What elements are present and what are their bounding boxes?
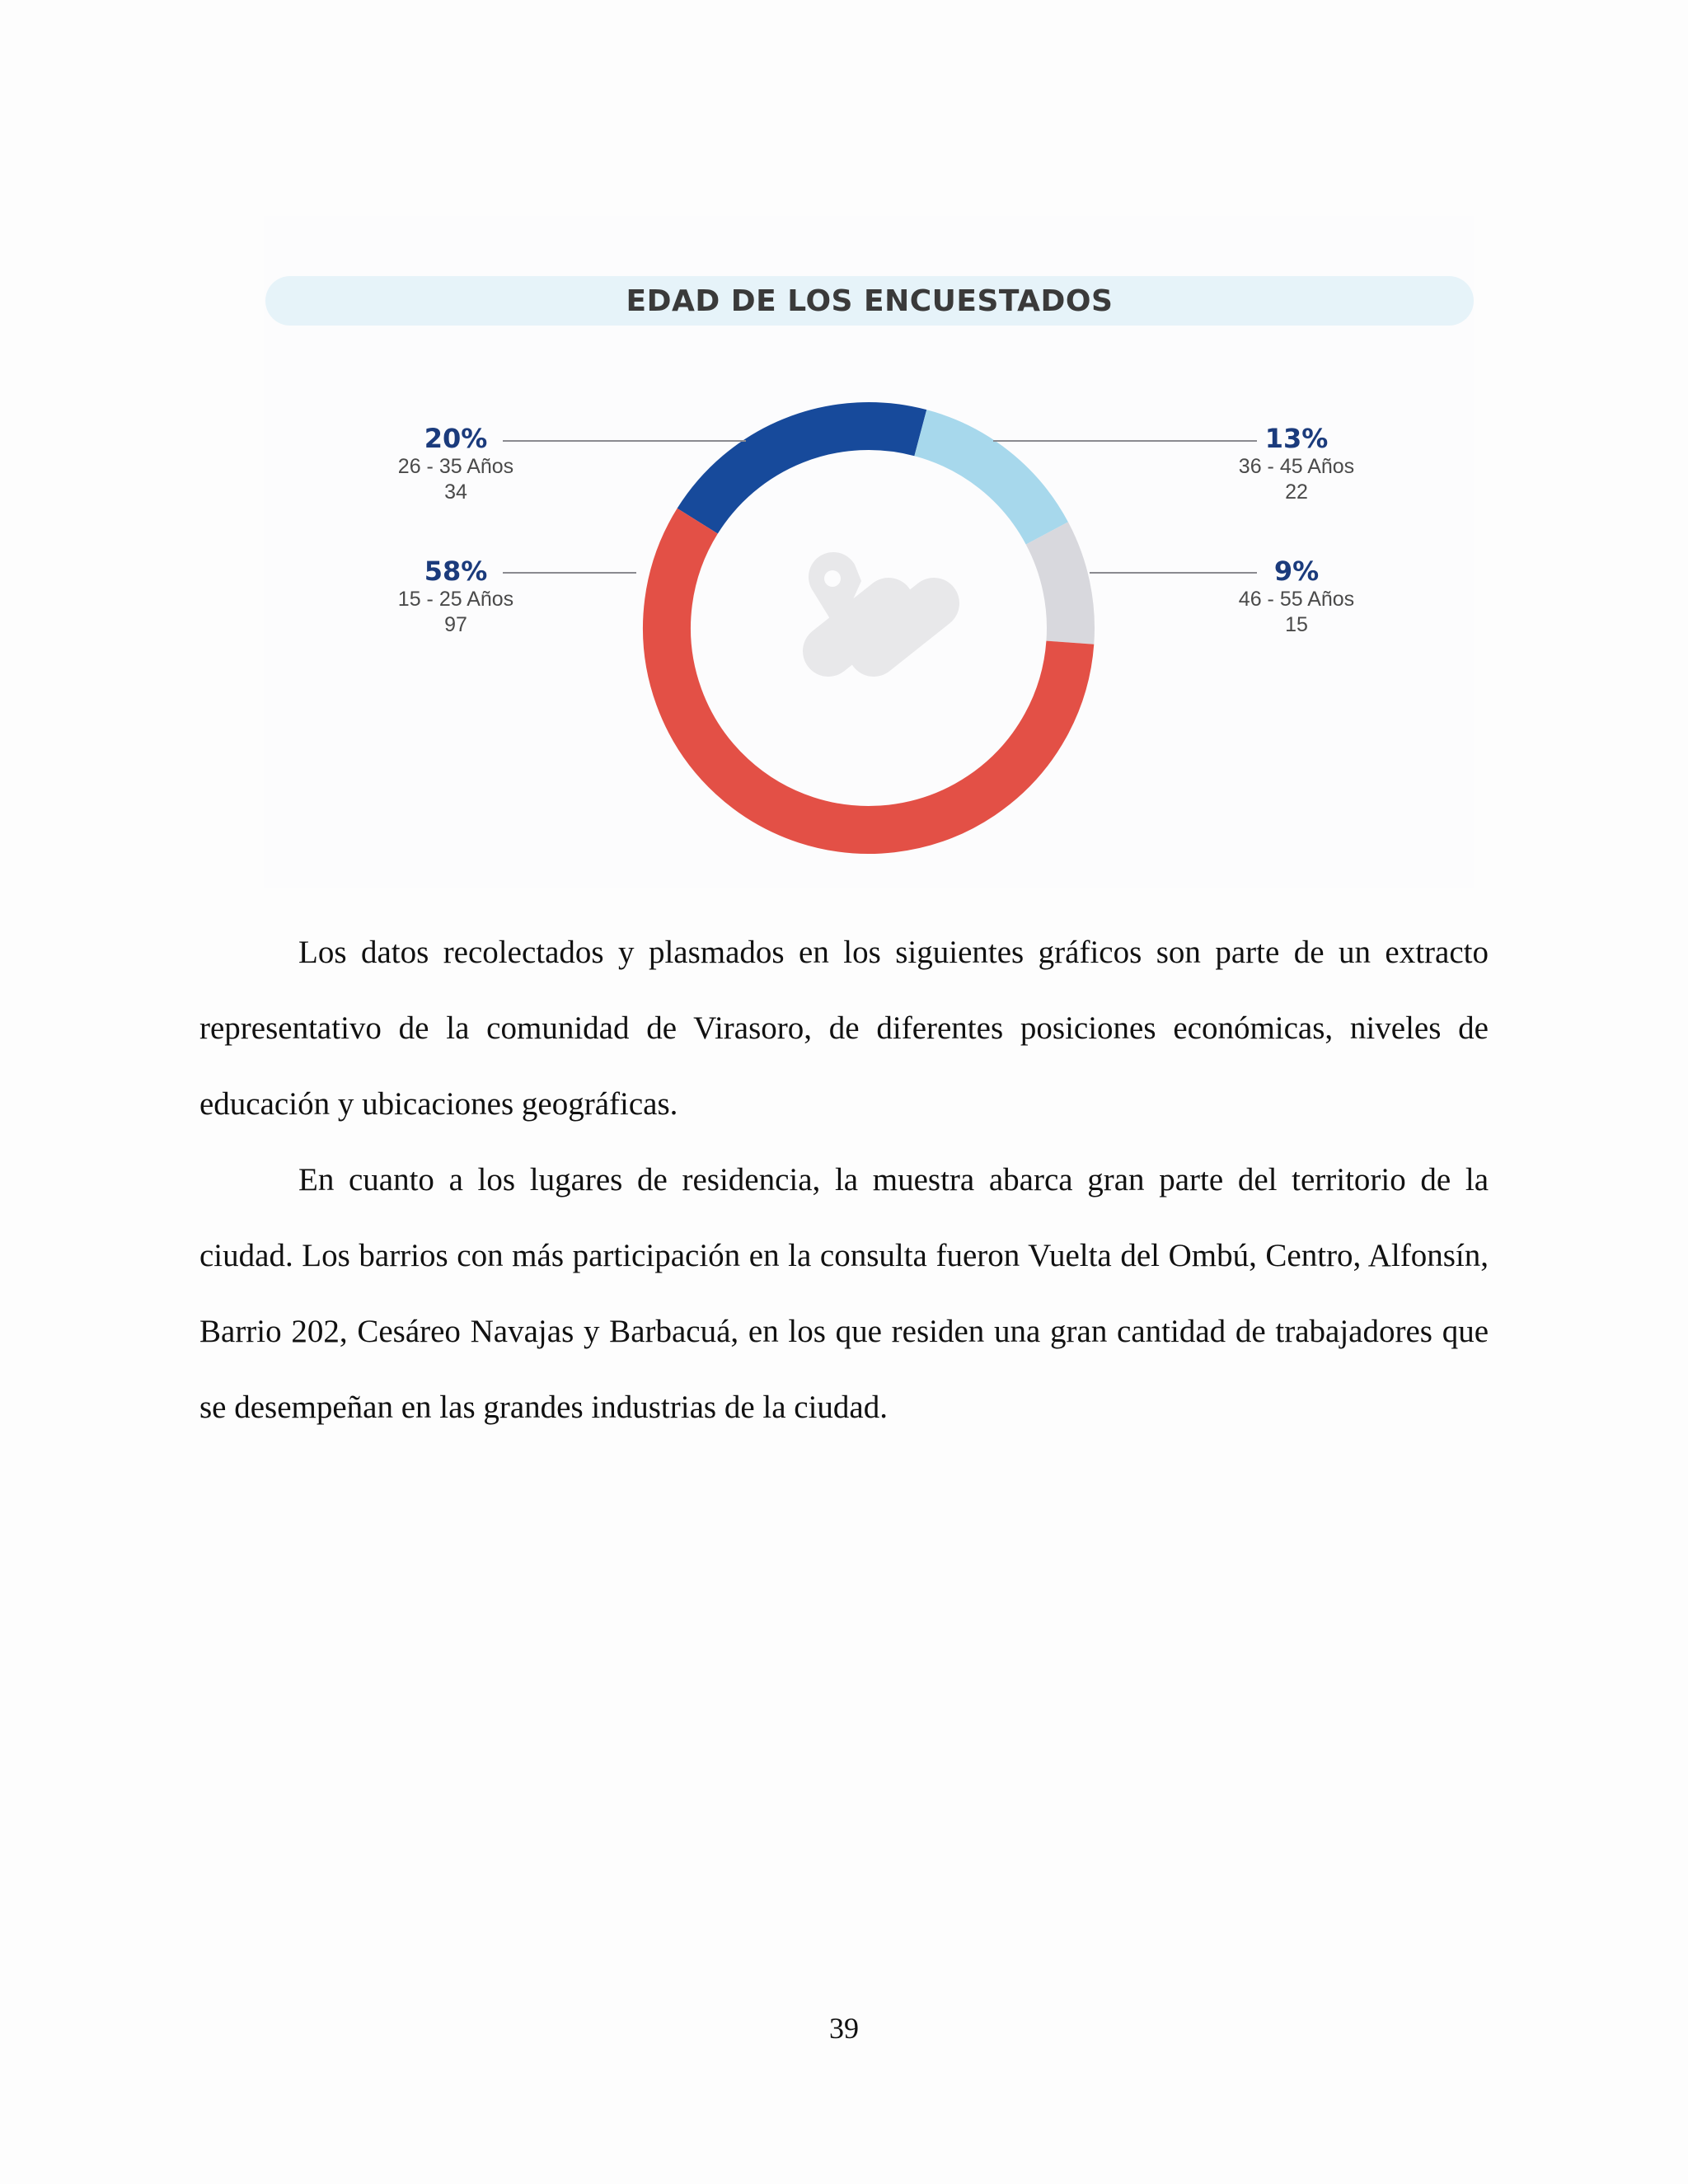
chart-title: EDAD DE LOS ENCUESTADOS <box>265 276 1474 326</box>
label-range: 36 - 45 Años <box>1238 455 1355 478</box>
label-count: 15 <box>1285 613 1308 636</box>
label-46-55 <box>1214 555 1379 638</box>
label-range: 15 - 25 Años <box>397 588 514 611</box>
label-count: 22 <box>1285 480 1308 504</box>
donut-slice-2 <box>921 433 1048 533</box>
label-range: 46 - 55 Años <box>1238 588 1355 611</box>
body-text <box>199 915 1489 1446</box>
label-pct: 58% <box>424 555 488 587</box>
watermark-logo-icon <box>809 552 934 651</box>
paragraph-2: En cuanto a los lugares de residencia, la muestra abarca gran parte del territorio de la ciudad. Los barrios con más participación en la consulta fueron Vuelta del Ombú, Centro, Alfonsín, Barrio 202, Cesáreo Navajas y Barbacuá, en los que residen una gran cantidad de trabajadores que se desempeñan en las grandes industrias de la ciudad. <box>199 1162 1489 1425</box>
label-15-25 <box>373 555 538 638</box>
page-number: 39 <box>829 2012 859 2045</box>
label-count: 34 <box>444 480 467 504</box>
label-pct: 9% <box>1273 555 1320 587</box>
label-pct: 20% <box>424 423 488 454</box>
label-pct: 13% <box>1264 423 1329 454</box>
label-36-45 <box>1214 423 1379 505</box>
label-range: 26 - 35 Años <box>397 455 514 478</box>
donut-chart <box>0 0 1688 907</box>
donut-slice-3 <box>1047 533 1071 643</box>
paragraph-1: Los datos recolectados y plasmados en los siguientes gráficos son parte de un extracto representativo de la comunidad de Virasoro, de diferentes posiciones económicas, niveles de educación y ubicaciones geográficas. <box>199 935 1489 1122</box>
label-26-35 <box>373 423 538 505</box>
label-count: 97 <box>444 613 467 636</box>
